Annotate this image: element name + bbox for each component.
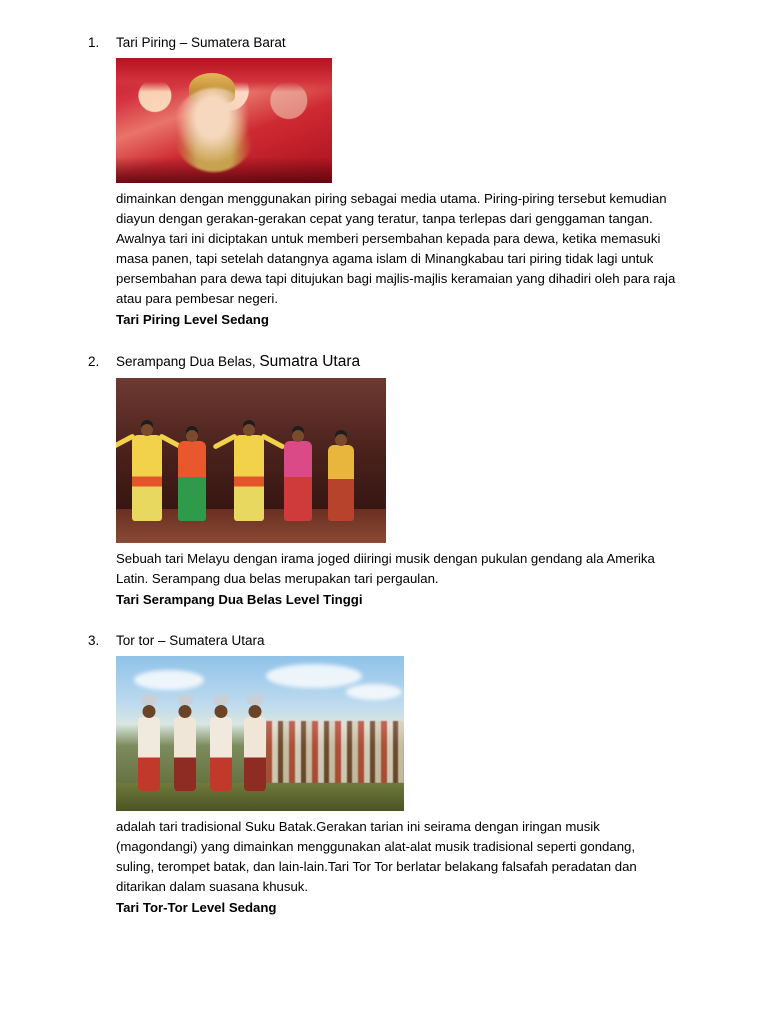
decor-dancer (174, 717, 196, 791)
decor-cloud (346, 684, 402, 700)
item-number: 3. (88, 633, 100, 649)
decor-arm (116, 433, 136, 450)
decor-shadow (116, 157, 332, 183)
decor-head (215, 705, 228, 718)
item-title-region: – Sumatera Barat (179, 35, 286, 50)
list-item (88, 34, 708, 330)
decor-dancer (210, 717, 232, 791)
figure (116, 58, 708, 183)
item-heading (88, 632, 708, 650)
decor-head (186, 430, 198, 442)
decor-head (141, 424, 153, 436)
item-number: 1. (88, 35, 100, 50)
item-title-region: Sumatra Utara (259, 352, 361, 370)
item-title (116, 34, 286, 52)
decor-head (292, 430, 304, 442)
item-number: 2. (88, 353, 100, 369)
decor-dancer (234, 435, 264, 521)
decor-dancer (178, 441, 206, 521)
decor-cloud (134, 670, 204, 690)
decor-head (249, 705, 262, 718)
serampang-dua-belas-photo (116, 378, 386, 543)
item-body: adalah tari tradisional Suku Batak.Gerakan tarian ini seirama dengan iringan musik (magondangi) yang dimainkan menggunakan alat-alat musik tradisional seperti gondang, suling, terompet batak, dan lain-lain.Tari Tor Tor berlatar belakang falsafah peradatan dan ditarikan dalam suasana khusuk. (116, 818, 637, 895)
figure (116, 378, 708, 543)
item-title (116, 352, 360, 372)
decor-arm (212, 433, 237, 450)
item-body: dimainkan dengan menggunakan piring sebagai media utama. Piring-piring tersebut kemudian diayun dengan gerakan-gerakan cepat yang teratur, tanpa terlepas dari genggaman tangan. Awalnya tari ini diciptakan untuk memberi persembahan kepada para dewa, ketika memasuki masa panen, tapi setelah datangnya agama islam di Minangkabau tari piring tidak lagi untuk persembahan para dewa tapi ditujukan bagi majlis-majlis keramaian yang dihadiri oleh para raja atau para pembesar negeri. (116, 190, 676, 306)
decor-head (143, 705, 156, 718)
item-title (116, 632, 265, 650)
item-level: Tari Piring Level Sedang (116, 311, 269, 327)
decor-dancer (328, 445, 354, 521)
item-title-main: Tari Piring (116, 35, 180, 50)
tari-piring-photo (116, 58, 332, 183)
decor-dancer (244, 717, 266, 791)
decor-dancer (284, 441, 312, 521)
decor-headdress (189, 73, 235, 103)
decor-cloud (266, 664, 362, 688)
item-title-region: – Sumatera Utara (158, 633, 265, 649)
decor-pot (177, 695, 193, 705)
item-heading (88, 352, 708, 372)
decor-crowd (266, 721, 404, 783)
decor-head (335, 434, 347, 446)
decor-dancer (138, 717, 160, 791)
item-title-main: Tor tor (116, 633, 159, 649)
decor-pot (247, 695, 263, 705)
item-title-main: Serampang Dua Belas, (116, 353, 260, 369)
decor-pot (141, 695, 157, 705)
decor-head (243, 424, 255, 436)
decor-arm (260, 433, 285, 450)
decor-head (179, 705, 192, 718)
item-level: Tari Serampang Dua Belas Level Tinggi (116, 592, 363, 608)
decor-dancer (132, 435, 162, 521)
item-body: Sebuah tari Melayu dengan irama joged diiringi musik dengan pukulan gendang ala Amerika Latin. Serampang dua belas merupakan tari pergaulan. (116, 551, 655, 587)
decor-pot (213, 695, 229, 705)
item-level: Tari Tor-Tor Level Sedang (116, 900, 277, 916)
item-heading (88, 34, 708, 52)
list-item (88, 352, 708, 610)
tor-tor-photo (116, 656, 404, 811)
list-item (88, 632, 708, 918)
figure (116, 656, 708, 811)
